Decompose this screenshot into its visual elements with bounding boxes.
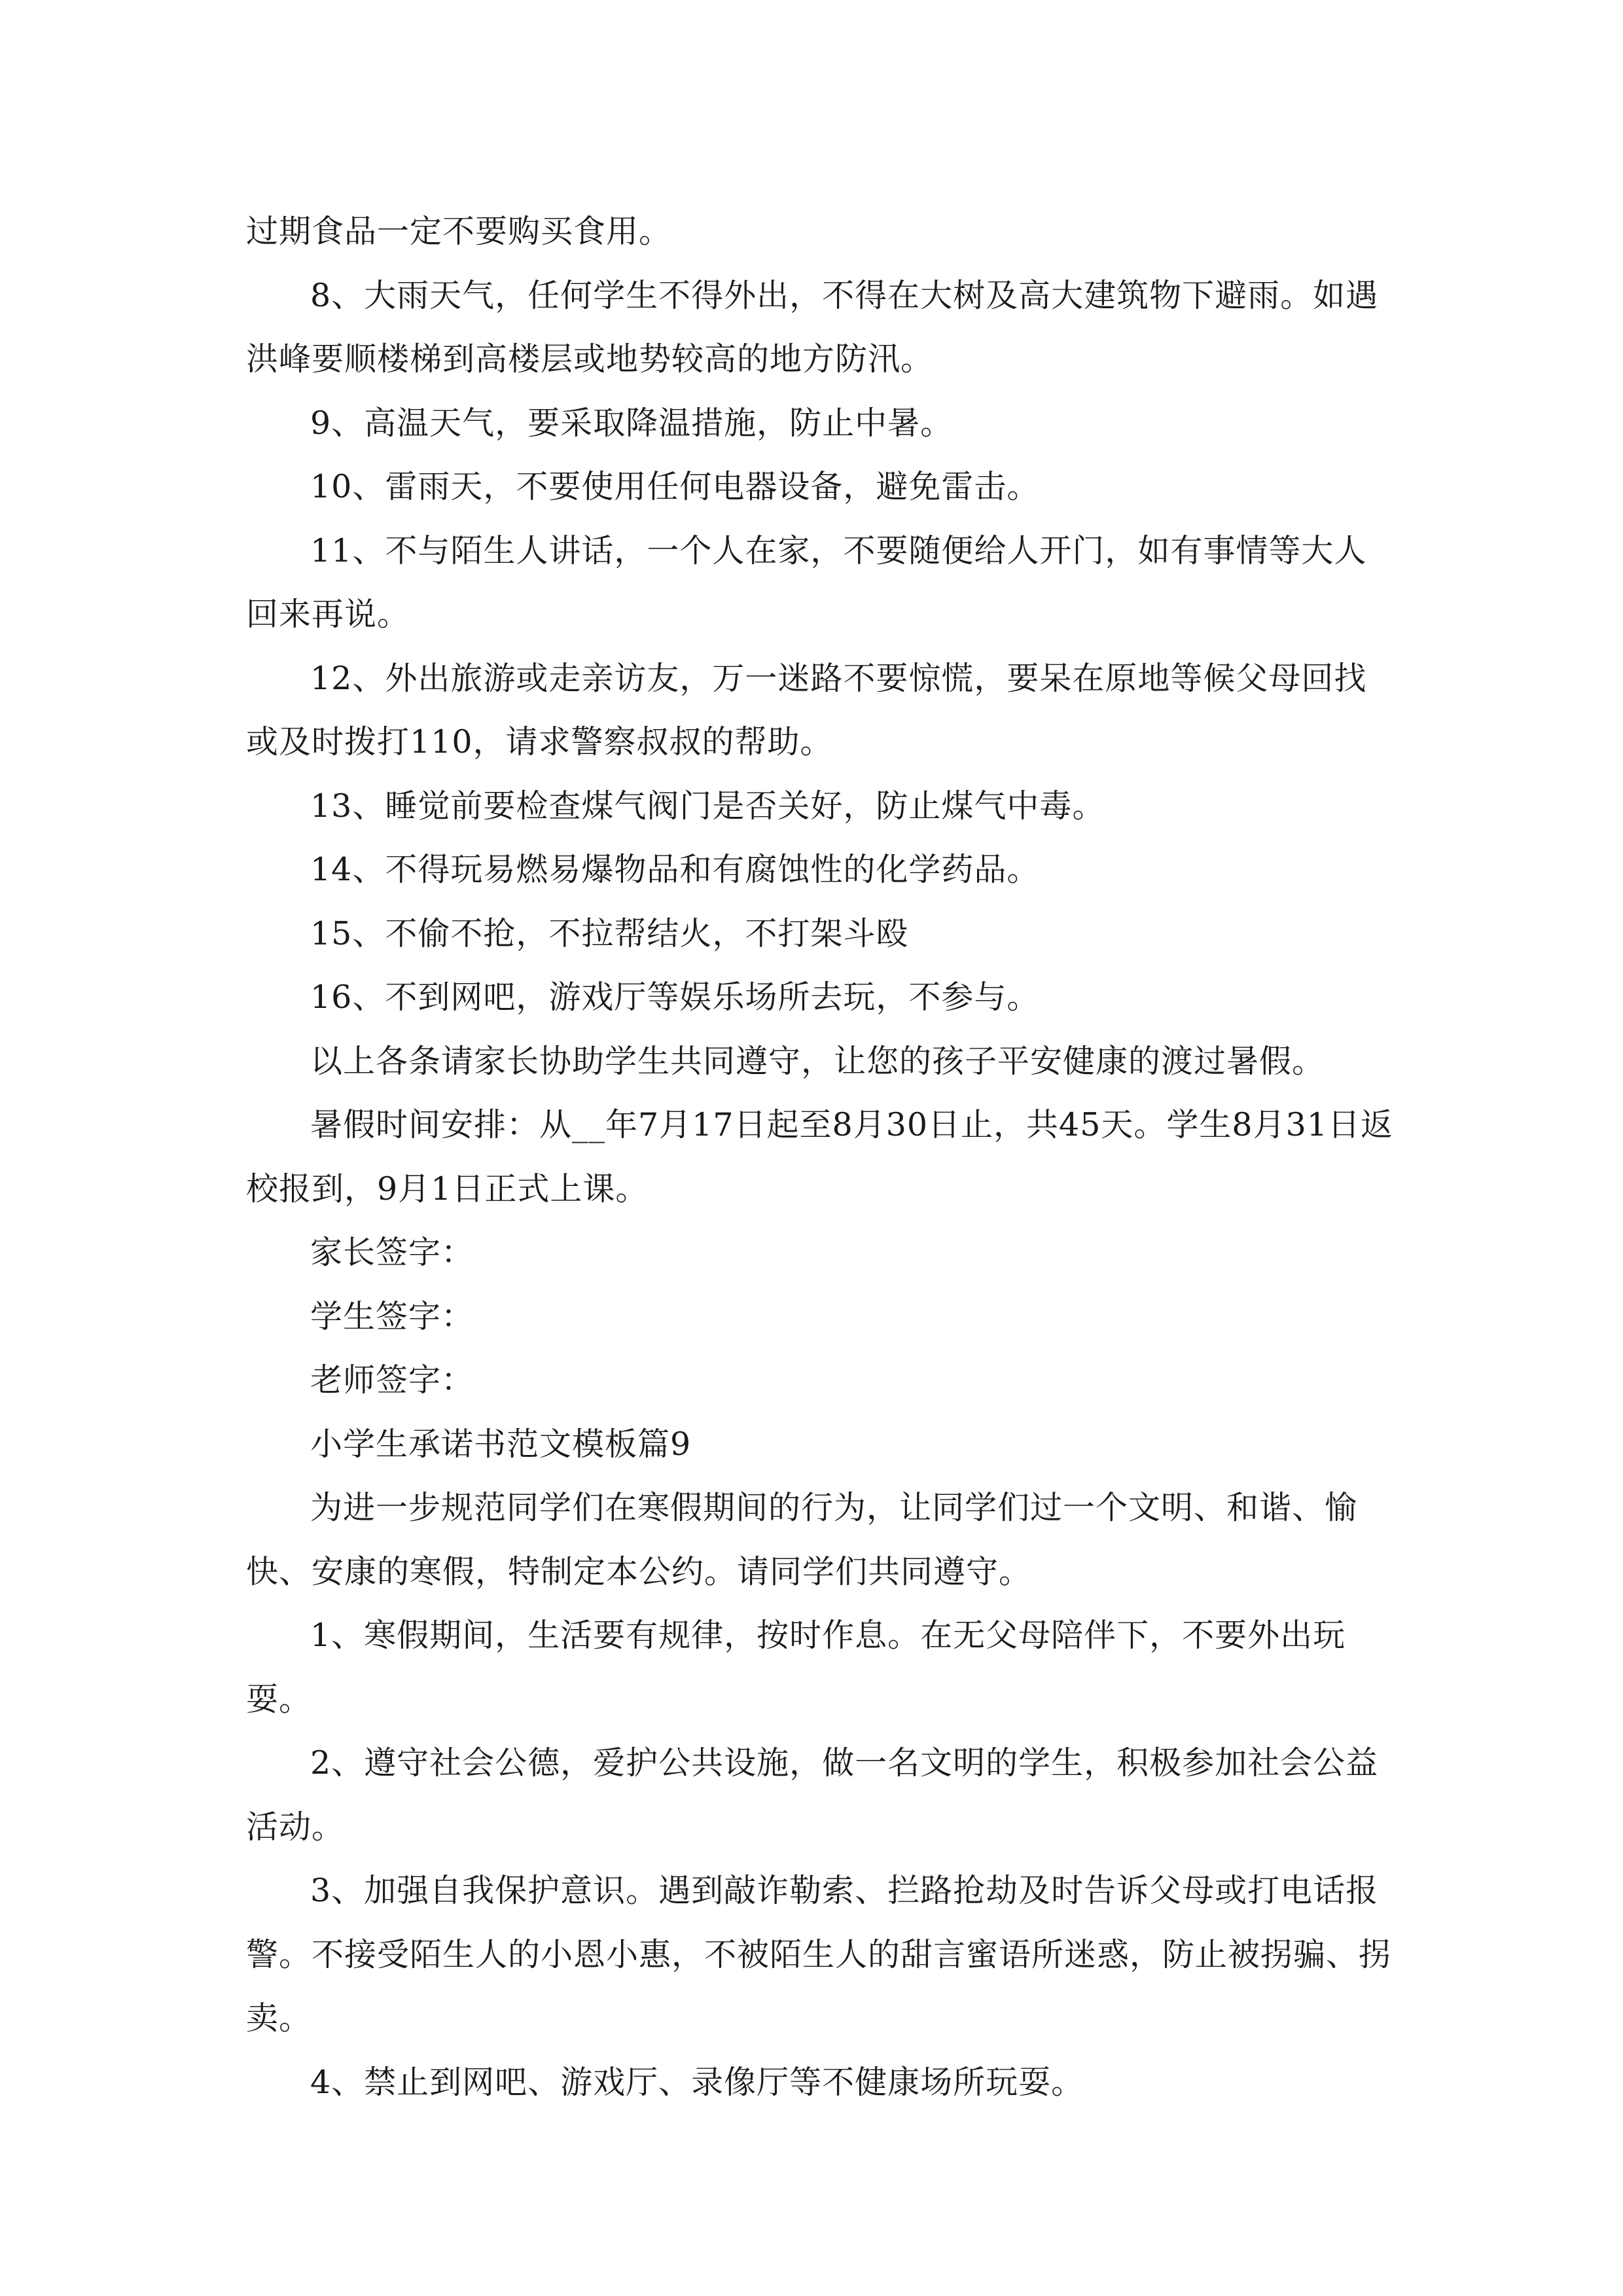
parent-signature: 家长签字： (310, 1234, 474, 1271)
paragraph-rule-14: 14、不得玩易燃易爆物品和有腐蚀性的化学药品。 (310, 851, 1040, 888)
paragraph-parent-note: 以上各条请家长协助学生共同遵守，让您的孩子平安健康的渡过暑假。 (310, 1042, 1325, 1080)
paragraph-rule-15: 15、不偷不抢，不拉帮结火，不打架斗殴 (310, 914, 909, 952)
paragraph-rule-11: 11、不与陌生人讲话，一个人在家，不要随便给人开门，如有事情等大人回来再说。 (246, 531, 1367, 633)
paragraph-item-4: 4、禁止到网吧、游戏厅、录像厅等不健康场所玩耍。 (310, 2063, 1084, 2101)
paragraph-item-1: 1、寒假期间，生活要有规律，按时作息。在无父母陪伴下，不要外出玩耍。 (246, 1617, 1346, 1718)
paragraph-rule-8: 8、大雨天气，任何学生不得外出，不得在大树及高大建筑物下避雨。如遇洪峰要顺楼梯到高楼层或地势较高的地方防汛。 (246, 276, 1379, 378)
paragraph-item-2: 2、遵守社会公德，爱护公共设施，做一名文明的学生，积极参加社会公益活动。 (246, 1744, 1379, 1846)
student-signature: 学生签字： (310, 1297, 474, 1335)
teacher-signature: 老师签字： (310, 1361, 474, 1399)
paragraph-intro: 为进一步规范同学们在寒假期间的行为，让同学们过一个文明、和谐、愉快、安康的寒假，特制定本公约。请同学们共同遵守。 (246, 1489, 1358, 1590)
paragraph-rule-12: 12、外出旅游或走亲访友，万一迷路不要惊慌，要呆在原地等候父母回找或及时拨打110，请求警察叔叔的帮助。 (246, 659, 1367, 761)
paragraph-rule-10: 10、雷雨天，不要使用任何电器设备，避免雷击。 (310, 468, 1040, 505)
paragraph-expired-food: 过期食品一定不要购买食用。 (246, 213, 672, 250)
paragraph-rule-13: 13、睡觉前要检查煤气阀门是否关好，防止煤气中毒。 (310, 787, 1105, 825)
paragraph-item-3: 3、加强自我保护意识。遇到敲诈勒索、拦路抢劫及时告诉父母或打电话报警。不接受陌生人的小恩小惠，不被陌生人的甜言蜜语所迷惑，防止被拐骗、拐卖。 (246, 1872, 1392, 2037)
paragraph-schedule: 暑假时间安排：从__年7月17日起至8月30日止，共45天。学生8月31日返校报到，9月1日正式上课。 (246, 1106, 1393, 1208)
paragraph-rule-16: 16、不到网吧，游戏厅等娱乐场所去玩，不参与。 (310, 978, 1040, 1016)
section-title: 小学生承诺书范文模板篇9 (310, 1425, 692, 1463)
paragraph-rule-9: 9、高温天气，要采取降温措施，防止中暑。 (310, 404, 954, 442)
document-body (246, 200, 1398, 2114)
